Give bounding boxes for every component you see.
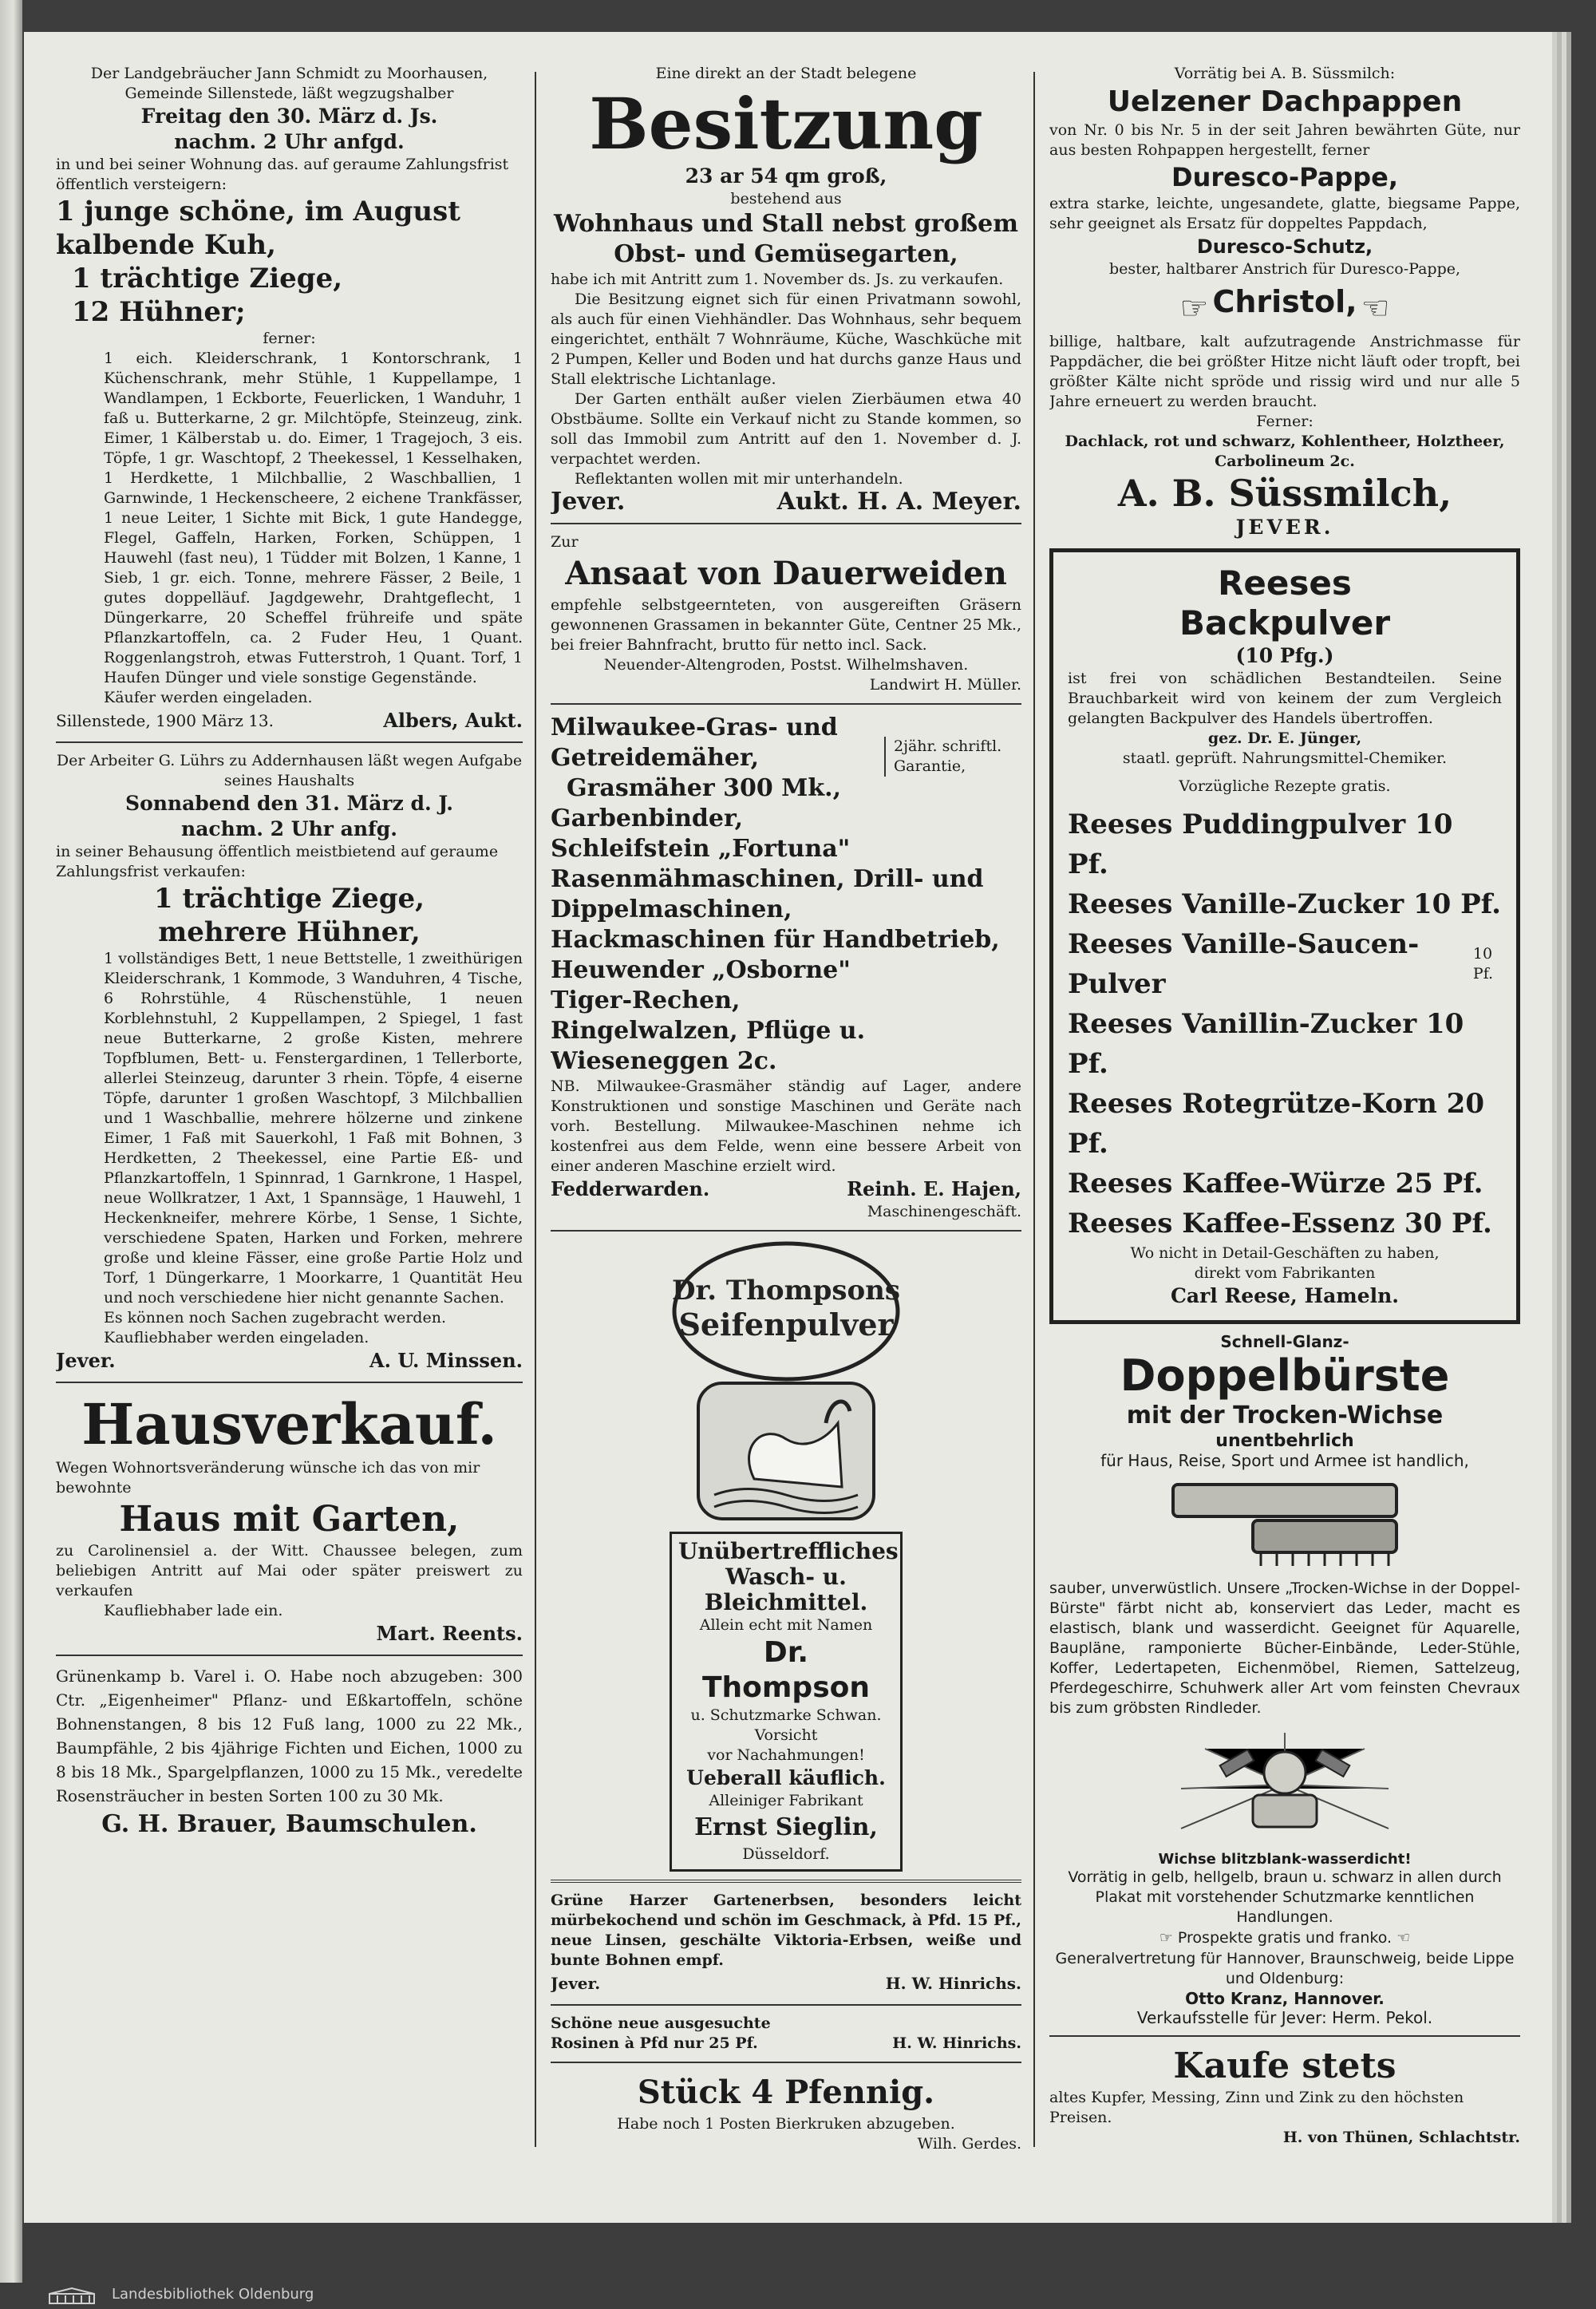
column-3 [1049,64,1520,2151]
ad-line: Schleifstein „Fortuna" [551,835,851,863]
ad-signature [56,708,523,733]
ad-line: Heuwender „Osborne" [551,956,851,984]
product-line: Reeses Rotegrütze-Korn 20 Pf. [1068,1087,1484,1160]
ad-terms: in und bei seiner Wohnung das. auf geraume Zahlungsfrist öffentlich versteigern: [56,156,509,193]
auction-ad-luehrs [56,751,523,1374]
ad-intro: Der Arbeiter G. Lührs zu Addernhausen läßt wegen Aufgabe seines Haushalts [56,752,523,789]
ad-line: Tiger-Rechen, [551,986,741,1014]
ad-body: NB. Milwaukee-Grasmäher ständig auf Lager, andere Konstruktionen und sonstige Maschinen und Geräte nach vorh. Bestellung. Milwaukee-Maschinen nehme ich kostenfrei aus dem Felde, wenn eine bessere Arbeit von einer anderen Maschine erzielt wird. [551,1077,1021,1175]
ad-intro: Wegen Wohnortsveränderung wünsche ich das von mir bewohnte [56,1459,480,1497]
ad-body: zu Carolinensiel a. der Witt. Chaussee belegen, zum beliebigen Antritt auf Mai oder später preiswert zu verkaufen [56,1542,523,1599]
machinery-ad [551,713,1021,1222]
ad-item: 12 Hühner; [72,296,246,328]
ad-body: sauber, unverwüstlich. Unsere „Trocken-Wichse in der Doppel-Bürste" färbt nicht ab, konserviert das Leder, macht es elastisch, blank und wasserdicht. Geeignet für Aquarelle, Baupläne, ramponierte Bücher-Einbände, Leder-Stühle, Koffer, Ledertapeten, Eichenmöbel, Riemen, Sattelzeug, Pferdegeschirre, Schuhwerk aller Art vom feinsten Chevraux bis zum gröbsten Rindleder. [1049,1579,1520,1717]
auction-ad-schmidt [56,64,523,733]
ad-size: 23 ar 54 qm groß, [685,164,887,188]
ad-name: Dr. Thompson [702,1636,870,1704]
ad-line: Grasmäher 300 Mk., [567,774,842,802]
ad-signed-title: staatl. geprüft. Nahrungsmittel-Chemiker. [1122,749,1448,767]
ad-avail: Ueberall käuflich. [686,1766,886,1789]
ad-warn: vor Nachahmungen! [707,1746,865,1764]
ad-pre: Eine direkt an der Stadt belegene [655,65,917,82]
ad-pre: Vorrätig bei A. B. Süssmilch: [1174,65,1396,82]
ad-time: nachm. 2 Uhr anfgd. [174,130,405,153]
reese-baking-powder-ad [1049,548,1520,1324]
ad-sub: Duresco-Schutz, [1196,235,1373,258]
ad-body: Schöne neue ausgesuchte Rosinen à Pfd nur 25 Pf. [551,2014,771,2052]
ad-body: bester, haltbarer Anstrich für Duresco-Pappe, [1108,260,1461,278]
pointing-hand-right-icon: ☞ [1159,1928,1178,1947]
sig-name: Mart. Reents. [376,1622,523,1645]
product-line: Reeses Vanille-Zucker 10 Pf. [1068,888,1501,920]
ad-pre: Zur [551,533,579,551]
ad-body: Der Garten enthält außer vielen Zierbäumen etwa 40 Obstbäume. Sollte ein Verkauf nicht zu Stande kommen, so soll das Immobil zum Antritt auf den 1. November d. J. verpachtet werden. [551,390,1021,468]
ad-headline: Hausverkauf. [81,1391,497,1457]
sig-place: Fedderwarden. [551,1177,710,1200]
sig-name: Wilh. Gerdes. [917,2135,1021,2151]
ad-recipes: Vorzügliche Rezepte gratis. [1179,777,1391,795]
ad-outlet: Verkaufsstelle für Jever: Herm. Pekol. [1136,2007,1433,2027]
ad-headline: Besitzung [589,82,983,165]
divider [56,741,523,743]
ad-line: Rasenmähmaschinen, Drill- und Dippelmaschinen, [551,865,984,923]
ad-ferner: Ferner: [1256,412,1314,430]
ad-invite: Kaufliebhaber werden eingeladen. [104,1329,369,1346]
ad-item: mehrere Hühner, [158,916,421,948]
sig-name: Albers, Aukt. [383,709,523,732]
ad-headline: Stück 4 Pfennig. [637,2074,935,2111]
ad-signed: gez. Dr. E. Jünger, [1207,729,1362,747]
ad-line: Milwaukee-Gras- und Getreidemäher, [551,714,838,772]
pointing-hand-left-icon: ☜ [1361,290,1390,327]
ad-body: Grüne Harzer Gartenerbsen, besonders leicht mürbekochend und schön im Geschmack, à Pfd. 15 Pf., neue Linsen, geschälte Viktoria-Erbsen, weiße und bunte Bohnen empf. [551,1892,1021,1969]
ad-invite: Kaufliebhaber lade ein. [104,1602,283,1619]
ad-price: (10 Pfg.) [1235,643,1334,667]
ad-line: Hackmaschinen für Handbetrieb, [551,926,1000,954]
ad-body: Vorrätig in gelb, hellgelb, braun u. schwarz in allen durch Plakat mit vorstehender Schutzmarke kenntlichen Handlungen. [1068,1868,1502,1926]
ad-body: ist frei von schädlichen Bestandteilen. Seine Brauchbarkeit wird von keinem der zum Vergleich gelangten Backpulver des Handels übertroffen. [1068,669,1502,727]
ad-time: nachm. 2 Uhr anfg. [181,817,397,840]
ad-body: Die Besitzung eignet sich für einen Privatmann sowohl, als auch für einen Viehhändler. Das Wohnhaus, sehr bequem eingerichtet, enthält 7 Wohnräume, Küche, Waschküche mit 2 Pumpen, Keller und Boden und hat durchs ganze Haus und Stall elektrische Lichtanlage. [551,291,1021,388]
ad-sub: Duresco-Pappe, [1171,162,1398,192]
divider [551,2004,1021,2006]
ad-prospekte: Prospekte gratis und franko. [1177,1928,1393,1947]
ad-agency: Generalvertretung für Hannover, Braunschweig, beide Lippe und Oldenburg: [1055,1949,1515,1987]
product-line-row [1068,924,1502,1004]
ad-mark: u. Schutzmarke Schwan. [690,1706,882,1724]
ad-subheadline: Haus mit Garten, [119,1499,460,1540]
scrap-metal-ad [1049,2045,1520,2148]
property-ad [551,64,1021,515]
product-line: Reeses Vanillin-Zucker 10 Pf. [1068,1007,1464,1080]
product-line: Reeses Kaffee-Würze 25 Pf. [1068,1167,1483,1200]
sig-name: H. W. Hinrichs. [892,2034,1021,2052]
ad-tagline: Unübertreffliches [678,1538,899,1564]
ad-headline: Ansaat von Dauerweiden [565,555,1007,592]
ad-only: Allein echt mit Namen [699,1616,873,1634]
ad-body: billige, haltbare, kalt aufzutragende Anstrichmasse für Pappdächer, die bei größter Hitze nicht läuft oder tropft, bei größter Kälte nicht spröde und rissig wird und nur alle 5 Jahre erneuert zu werden braucht. [1049,332,1520,410]
product-line: Reeses Kaffee-Essenz 30 Pf. [1068,1207,1492,1240]
ad-body: von Nr. 0 bis Nr. 5 in der seit Jahren bewährten Güte, nur aus besten Rohpappen hergestellt, ferner [1049,121,1520,159]
ad-sub: für Haus, Reise, Sport und Armee ist handlich, [1100,1450,1469,1470]
ad-guarantee: 2jähr. schriftl. Garantie, [884,737,1013,777]
grass-seed-ad [551,532,1021,695]
ad-signature [551,1176,1021,1202]
ad-signature [551,489,1021,515]
column-1 [56,64,523,2151]
ad-warn: Vorsicht [754,1726,818,1744]
ad-footer: direkt vom Fabrikanten [1194,1263,1376,1282]
bottle-ad [551,2071,1021,2151]
sig-name: A. B. Süssmilch, [1117,471,1452,515]
ad-body: Reflektanten wollen mit mir unterhandeln. [575,470,903,488]
double-brush-icon [1165,1477,1404,1572]
ad-headline: Uelzener Dachpappen [1107,85,1463,118]
nursery-ad [56,1664,523,1841]
ad-sub: bestehend aus [730,190,842,208]
newspaper-page [24,32,1552,2223]
ad-maker: Carl Reese, Hameln. [1171,1283,1399,1307]
column-2 [551,64,1021,2151]
ad-body: altes Kupfer, Messing, Zinn und Zink zu den höchsten Preisen. [1049,2088,1464,2126]
ad-headline: Doppelbürste [1120,1350,1450,1401]
divider [1049,2035,1520,2037]
ad-address: Neuender-Altengroden, Postst. Wilhelmshaven. [603,656,969,674]
sig-place: Jever. [551,1974,601,1993]
sig-sub: Maschinengeschäft. [867,1203,1021,1220]
raisins-ad [551,2014,1021,2054]
divider [56,1655,523,1656]
divider [551,703,1021,705]
ad-body: Grünenkamp b. Varel i. O. Habe noch abzugeben: 300 Ctr. „Eigenheimer" Pflanz- und Eßkartoffeln, schöne Bohnenstangen, 8 bis 12 Fuß lang, 1000 zu 22 Mk., Baumpfähle, 2 bis 4jährige Fichten und Eichen, 1000 zu 8 bis 18 Mk., Spargelpflanzen, 1000 zu 15 Mk., veredelte Rosensträucher in besten Sorten 100 zu 30 Mk. [56,1667,523,1805]
divider [551,2062,1021,2063]
ad-sub: Christol, [1212,284,1357,319]
ad-body: 1 eich. Kleiderschrank, 1 Kontorschrank, 1 Küchenschrank, mehr Stühle, 1 Kuppellampe, 1 Wandlampen, 1 Eckborte, Feuerlicken, 1 Wanduhr, 1 faß u. Butterkarne, 2 gr. Milchtöpfe, Steinzeug, zink. Eimer, 1 Kälberstab u. do. Eimer, 1 Tragejoch, 3 eis. Töpfe, 1 gr. Waschtopf, 2 Theekessel, 1 Kesselhaken, 1 Herdkette, 1 Milchballie, 2 Waschballien, 1 Garnwinde, 1 Heckenscheere, 2 eichene Trankfässer, 1 neue Leiter, 1 Sichte mit Bick, 1 gute Handegge, Flegel, Gaffeln, Harken, Forken, Schüppen, 1 Hauwehl (fast neu), 1 Tüdder mit Bolzen, 1 Kanne, 1 Sieb, 1 gr. eich. Tonne, mehrere Fässer, 2 Beile, 1 gutes doppelläuf. Jagdgewehr, Drahtgeflecht, 1 Düngerkarre, 20 Scheffel frühreife und späte Pflanzkartoffeln, ca. 2 Fuder Heu, 1 Quant. Roggenlangstroh, etwas Futterstroh, 1 Quant. Torf, 1 Haufen Dünger und viele sonstige Gegenstände. [104,350,523,686]
boy-with-brushes-illustration-icon [1165,1725,1404,1844]
ad-tagline: Wasch- u. Bleichmittel. [704,1564,868,1615]
prospekte-line [1049,1927,1520,1949]
ad-ferner: ferner: [263,330,316,347]
ad-signature [56,1348,523,1374]
scan-footer [0,2283,1596,2309]
ad-maker-name: Ernst Sieglin, [694,1813,878,1841]
ad-pre: Schnell-Glanz- [1220,1331,1349,1351]
double-brush-ad [1049,1332,1520,2027]
ad-signature [551,1971,1021,1996]
christol-line [1049,284,1520,327]
sig-name: Aukt. H. A. Meyer. [776,488,1021,516]
sig-name: H. W. Hinrichs. [885,1974,1021,1993]
sig-name: H. von Thünen, Schlachtstr. [1282,2128,1520,2146]
ad-date: Sonnabend den 31. März d. J. [125,792,453,815]
ad-intro: Der Landgebräucher Jann Schmidt zu Moorhausen, Gemeinde Sillenstede, läßt wegzugshalber [90,65,488,102]
divider [551,523,1021,524]
divider [551,1880,1021,1883]
sig-place: Jever. [551,488,626,516]
ad-item: 1 trächtige Ziege, [153,883,425,915]
column-rule-1 [535,72,536,2147]
ad-date: Freitag den 30. März d. Js. [140,105,438,128]
product-line: Reeses Puddingpulver 10 Pf. [1068,808,1453,880]
ad-signature [56,1621,523,1647]
ad-agent: Otto Kranz, Hannover. [1185,1988,1385,2008]
ad-line: Ringelwalzen, Pflüge u. Wieseneggen 2c. [551,1017,866,1075]
sig-place: Sillenstede, 1900 März 13. [56,711,275,730]
ad-footer: Wo nicht in Detail-Geschäften zu haben, [1130,1243,1440,1262]
ad-note: Es können noch Sachen zugebracht werden. [104,1309,446,1326]
sig-name: G. H. Brauer, Baumschulen. [101,1810,477,1838]
ad-sub: unentbehrlich [1215,1430,1354,1451]
ad-body: Habe noch 1 Posten Bierkruken abzugeben. [617,2115,955,2133]
ad-sub: mit der Trocken-Wichse [1126,1401,1444,1429]
thompson-swan-logo-icon [666,1240,906,1527]
ad-item: 1 junge schöne, im August kalbende Kuh, [56,196,460,261]
ad-maker-city: Düsseldorf. [742,1845,830,1863]
pointing-hand-left-icon: ☜ [1392,1928,1411,1947]
sig-name: A. U. Minssen. [369,1349,523,1372]
sig-name: Landwirt H. Müller. [869,676,1021,694]
ad-body: extra starke, leichte, ungesandete, glatte, biegsame Pappe, sehr geeignet als Ersatz für doppeltes Pappdach, [1049,195,1520,232]
sig-name: Reinh. E. Hajen, [847,1177,1021,1200]
ad-invite: Käufer werden eingeladen. [104,689,313,706]
ad-headline: Reeses [1218,563,1352,603]
library-building-icon [48,2287,96,2305]
sig-place: Jever. [56,1349,116,1372]
sig-city: JEVER. [1235,515,1334,539]
ad-line: Garbenbinder, [551,805,744,832]
ad-body: 1 vollständiges Bett, 1 neue Bettstelle, 1 zweithürigen Kleiderschrank, 1 Kommode, 3 Wanduhren, 4 Tische, 6 Rohrstühle, 4 Rüschenstühle, 1 neuen Korblehnstuhl, 2 Kuppellampen, 2 Spiegel, 1 fast neue Butterkarne, 2 große Kisten, mehrere Topfblumen, Bett- u. Fenstergardinen, 1 Tellerborte, allerlei Steinzeug, darunter 3 rhein. Töpfe, 4 eiserne Töpfe, darunter 1 großen Waschtopf, 3 Milchballien und 1 Waschballie, mehrere hölzerne und zinkene Eimer, 1 Faß mit Sauerkohl, 1 Faß mit Bohnen, 3 Herdketten, 2 Theekessel, eine Partie Eß- und Pflanzkartoffeln, 1 Spinnrad, 1 Garnkrone, 1 Haspel, neue Wollkratzer, 1 Axt, 1 Spannsäge, 1 Hauwehl, 1 Heckenkneifer, mehrere Körbe, 1 Sense, 1 Sichte, verschiedene Spaten, Harken und Forken, mehrere große und kleine Fässer, eine große Partie Holz und Torf, 1 Düngerkarre, 1 Moorkarre, 1 Quantität Heu und noch verschiedene hier nicht genannte Sachen. [104,950,523,1307]
house-sale-ad [56,1391,523,1647]
ad-body: Dachlack, rot und schwarz, Kohlentheer, Holztheer, Carbolineum 2c. [1065,432,1505,470]
divider [56,1382,523,1383]
brand-line-2: Seifenpulver [678,1307,894,1342]
ad-caption: Wichse blitzblank-wasserdicht! [1158,1850,1412,1868]
ad-body: habe ich mit Antritt zum 1. November ds. Js. zu verkaufen. [551,271,1004,288]
ad-terms: in seiner Behausung öffentlich meistbietend auf geraume Zahlungsfrist verkaufen: [56,843,499,880]
ad-body: empfehle selbstgeernteten, von ausgereiften Gräsern gewonnenen Grassamen in bekannter Güte, Centner 25 Mk., bei freier Bahnfracht, brutto für netto incl. Sack. [551,596,1021,654]
peas-ad [551,1891,1021,1996]
book-spine [0,0,22,2309]
product-line: Reeses Vanille-Saucen-Pulver [1068,927,1420,1000]
ad-headline: Kaufe stets [1173,2045,1396,2086]
product-price: 10 Pf. [1472,944,1494,983]
divider [551,1230,1021,1232]
ad-maker: Alleiniger Fabrikant [709,1792,863,1809]
thompson-soap-ad [551,1240,1021,1872]
ad-item: 1 trächtige Ziege, [72,263,343,295]
ad-sub: Wohnhaus und Stall nebst großem Obst- und Gemüsegarten, [554,210,1018,268]
library-name: Landesbibliothek Oldenburg [112,2286,314,2303]
pointing-hand-right-icon: ☞ [1179,290,1209,327]
brand-line-1: Dr. Thompsons [671,1275,901,1307]
roofing-ad [1049,64,1520,540]
ad-headline: Backpulver [1179,603,1391,642]
column-rule-2 [1033,72,1035,2147]
